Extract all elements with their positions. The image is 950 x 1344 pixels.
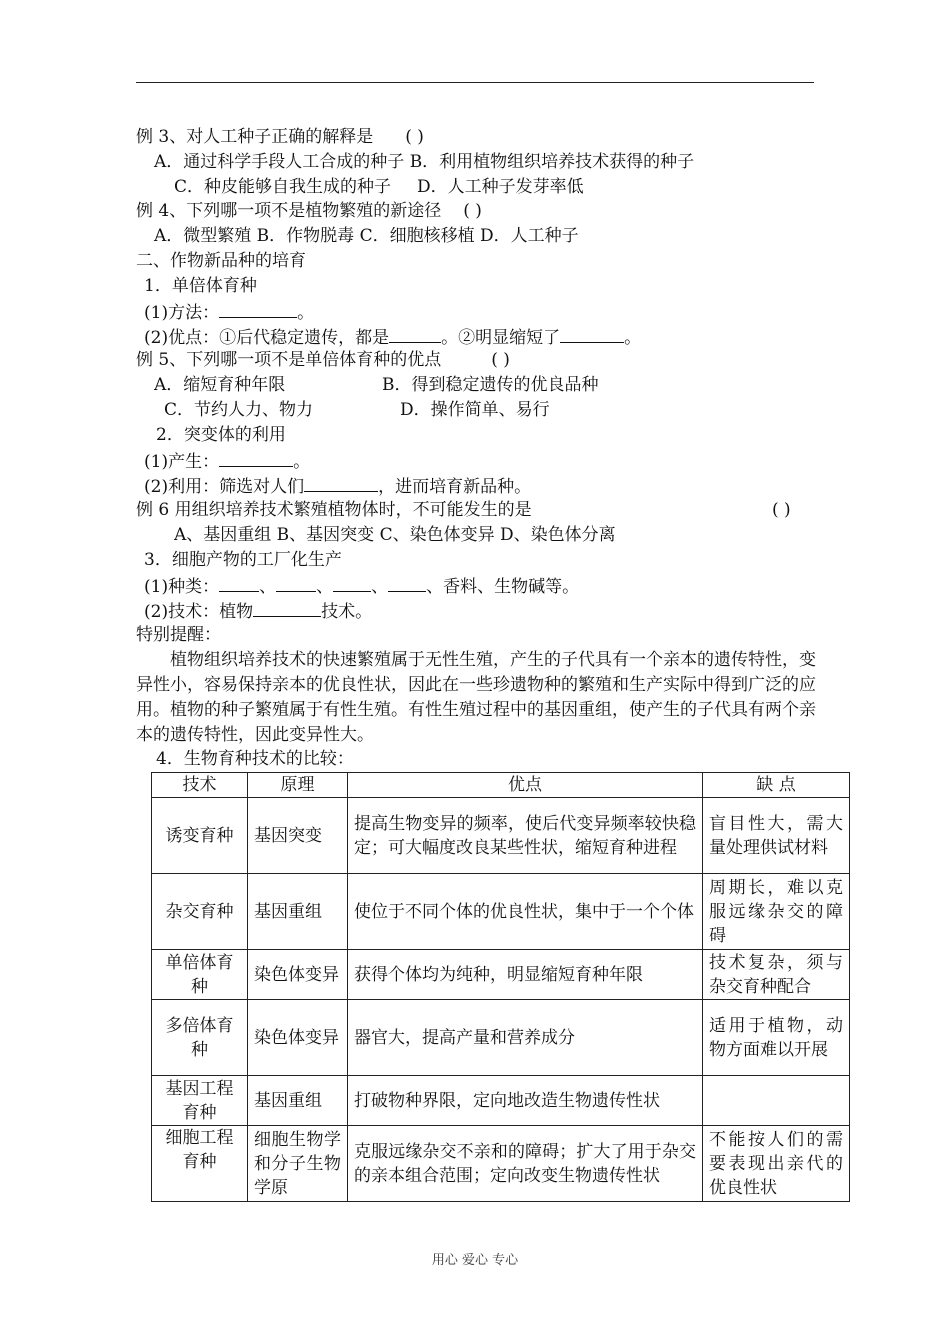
example-3-options-ab: A．通过科学手段人工合成的种子 B．利用植物组织培养技术获得的种子	[154, 152, 695, 172]
table-row	[152, 1076, 850, 1126]
technique-cell: 诱变育种	[152, 798, 248, 874]
example-3-options-cd: C．种皮能够自我生成的种子 D．人工种子发芽率低	[174, 177, 584, 197]
header-disadvantages: 缺 点	[703, 773, 850, 798]
header-technique: 技术	[152, 773, 248, 798]
disadvantage-cell: 盲目性大，需大量处理供试材料	[703, 798, 850, 874]
example-5-option-b: B．得到稳定遗传的优良品种	[382, 375, 599, 395]
mutant-use: (2)利用：筛选对人们 ，进而培育新品种。	[144, 474, 531, 498]
example-5-option-a: A．缩短育种年限	[154, 375, 286, 395]
disadvantage-cell	[703, 1076, 850, 1126]
type-blank-3[interactable]	[333, 574, 371, 592]
technique-cell: 细胞工程育种	[152, 1126, 248, 1202]
notice-title: 特别提醒：	[136, 625, 221, 645]
advantage-blank-1[interactable]	[389, 325, 441, 343]
mutant-heading: 2．突变体的利用	[156, 425, 286, 445]
example-3-stem: 例 3、对人工种子正确的解释是 ( )	[136, 127, 424, 147]
advantage-cell: 获得个体均为纯种，明显缩短育种年限	[348, 950, 703, 1000]
haploid-method: (1)方法： 。	[144, 300, 314, 324]
table-row	[152, 1126, 850, 1202]
mutant-produce: (1)产生： 。	[144, 449, 310, 473]
type-blank-1[interactable]	[219, 574, 259, 592]
advantage-cell: 提高生物变异的频率，使后代变异频率较快稳定；可大幅度改良某些性状，缩短育种进程	[348, 798, 703, 874]
example-5-option-d: D．操作简单、易行	[400, 400, 550, 420]
table-row	[152, 1000, 850, 1076]
haploid-heading: 1．单倍体育种	[144, 276, 257, 296]
header-principle: 原理	[248, 773, 348, 798]
disadvantage-cell: 适用于植物，动物方面难以开展	[703, 1000, 850, 1076]
example-6-options: A、基因重组 B、基因突变 C、染色体变异 D、染色体分离	[174, 525, 616, 545]
advantage-blank-2[interactable]	[560, 325, 624, 343]
notice-body: 植物组织培养技术的快速繁殖属于无性生殖，产生的子代具有一个亲本的遗传特性，变异性小，容易保持亲本的优良性状，因此在一些珍遗物种的繁殖和生产实际中得到广泛的应用。植物的种子繁殖属于有性生殖。有性生殖过程中的基因重组，使产生的子代具有两个亲本的遗传特性，因此变异性大。	[136, 650, 816, 745]
principle-cell: 染色体变异	[248, 1000, 348, 1076]
principle-cell: 染色体变异	[248, 950, 348, 1000]
produce-blank[interactable]	[219, 449, 293, 467]
cell-products-tech: (2)技术：植物 技术。	[144, 599, 372, 623]
advantage-cell: 使位于不同个体的优良性状，集中于一个个体	[348, 874, 703, 950]
use-blank[interactable]	[304, 474, 378, 492]
principle-cell: 基因重组	[248, 874, 348, 950]
principle-cell: 细胞生物学和分子生物学原	[248, 1126, 348, 1202]
cell-products-heading: 3．细胞产物的工厂化生产	[144, 550, 342, 570]
disadvantage-cell: 周期长，难以克服远缘杂交的障碍	[703, 874, 850, 950]
header-advantages: 优点	[348, 773, 703, 798]
tech-blank[interactable]	[253, 599, 321, 617]
technique-cell: 单倍体育种	[152, 950, 248, 1000]
method-blank[interactable]	[219, 300, 297, 318]
technique-cell: 多倍体育种	[152, 1000, 248, 1076]
header-rule	[136, 82, 814, 83]
technique-cell: 杂交育种	[152, 874, 248, 950]
section-2-title: 二、作物新品种的培育	[136, 251, 306, 271]
page-footer: 用心 爱心 专心	[431, 1253, 519, 1268]
type-blank-4[interactable]	[388, 574, 426, 592]
technique-cell: 基因工程育种	[152, 1076, 248, 1126]
table-row	[152, 950, 850, 1000]
advantage-cell: 克服远缘杂交不亲和的障碍；扩大了用于杂交的亲本组合范围；定向改变生物遗传性状	[348, 1126, 703, 1202]
disadvantage-cell: 不能按人们的需要表现出亲代的优良性状	[703, 1126, 850, 1202]
example-4-stem: 例 4、下列哪一项不是植物繁殖的新途径 ( )	[136, 201, 482, 221]
table-row	[152, 874, 850, 950]
principle-cell: 基因重组	[248, 1076, 348, 1126]
example-6-paren: ( )	[772, 500, 791, 520]
comparison-title: 4．生物育种技术的比较：	[156, 749, 354, 769]
example-5-option-c: C．节约人力、物力	[164, 400, 314, 420]
haploid-advantage: (2)优点：①后代稳定遗传，都是 。②明显缩短了 。	[144, 325, 641, 349]
breeding-comparison-table	[151, 772, 850, 1202]
advantage-cell: 器官大，提高产量和营养成分	[348, 1000, 703, 1076]
example-5-stem: 例 5、下列哪一项不是单倍体育种的优点 ( )	[136, 350, 510, 370]
example-4-options: A．微型繁殖 B．作物脱毒 C．细胞核移植 D．人工种子	[154, 226, 579, 246]
advantage-cell: 打破物种界限，定向地改造生物遗传性状	[348, 1076, 703, 1126]
principle-cell: 基因突变	[248, 798, 348, 874]
cell-products-types: (1)种类： 、 、 、 、香料、生物碱等。	[144, 574, 579, 598]
disadvantage-cell: 技术复杂，须与杂交育种配合	[703, 950, 850, 1000]
table-header-row	[152, 773, 850, 798]
example-6-stem: 例 6 用组织培养技术繁殖植物体时，不可能发生的是	[136, 500, 532, 520]
type-blank-2[interactable]	[276, 574, 316, 592]
table-row	[152, 798, 850, 874]
